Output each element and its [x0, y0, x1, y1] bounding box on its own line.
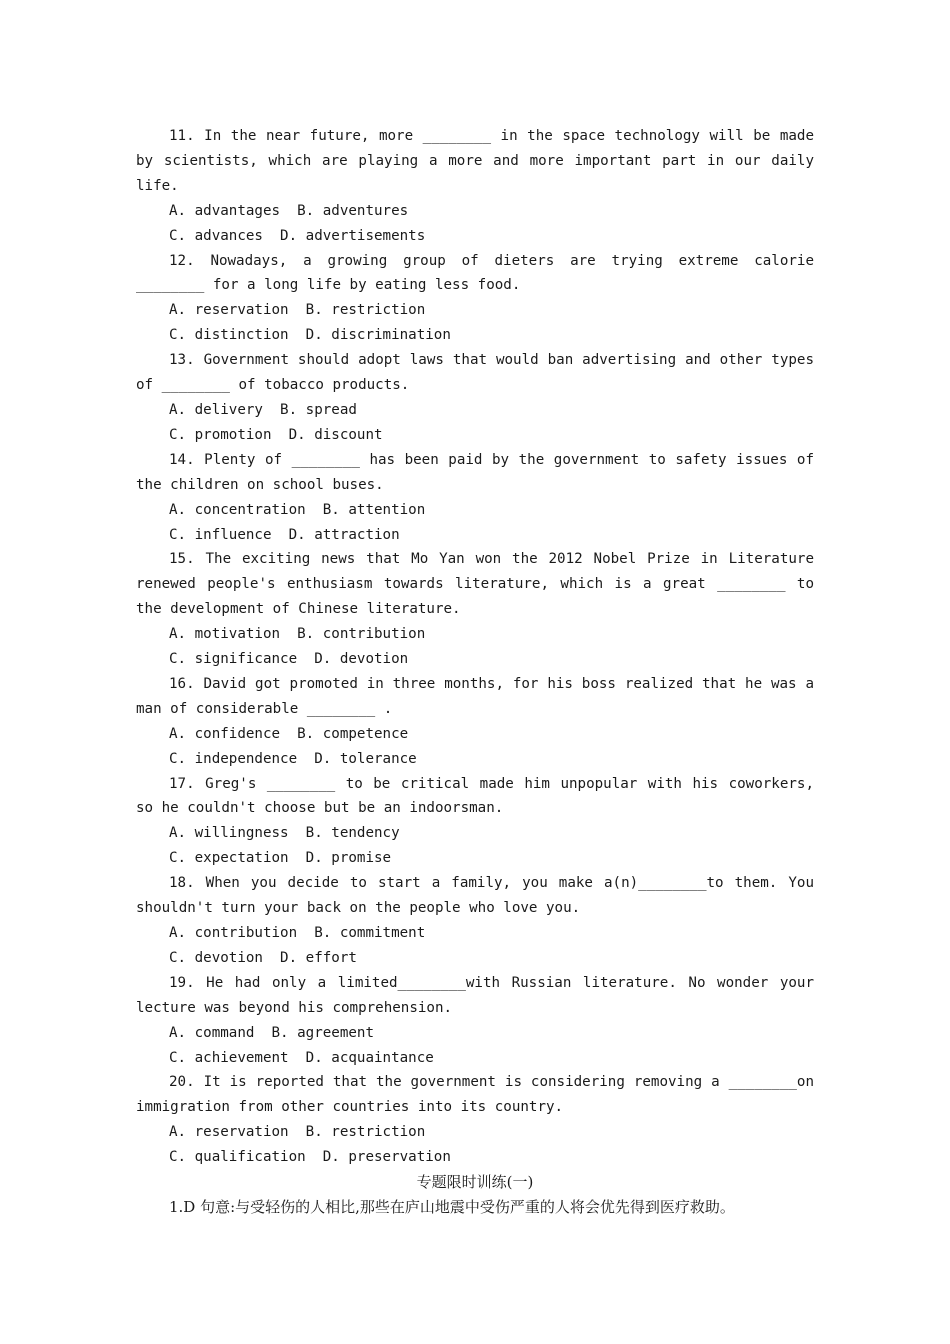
document-page: [136, 124, 814, 1220]
question-14: [136, 448, 814, 548]
options-line-2: C. distinction D. discrimination: [169, 327, 451, 344]
options-line-2: C. devotion D. effort: [169, 949, 357, 966]
options-line-1: A. confidence B. competence: [169, 725, 409, 742]
options-line-1: A. contribution B. commitment: [169, 925, 426, 941]
question-text: 12. Nowadays, a growing group of dieters are trying extreme calorie ________ for a long life by eating less food.: [136, 252, 814, 294]
question-number: 20.: [169, 1074, 195, 1091]
question-19: [136, 971, 814, 1071]
options-line-1: A. reservation B. restriction: [169, 1124, 426, 1141]
section-title: 专题限时训练(一): [416, 1173, 534, 1192]
question-number: 18.: [169, 875, 195, 892]
question-number: 14.: [169, 451, 195, 468]
options-line-1: A. concentration B. attention: [169, 501, 426, 518]
question-number: 11.: [169, 128, 195, 144]
options-line-2: C. significance D. devotion: [169, 651, 409, 668]
question-number: 15.: [169, 551, 195, 568]
question-text: 15. The exciting news that Mo Yan won the 2012 Nobel Prize in Literature renewed people's enthusiasm towards literature, which is a great ________ to the development of Chinese literature.: [136, 551, 814, 618]
question-number: 13.: [169, 352, 195, 369]
options-line-2: C. independence D. tolerance: [169, 750, 417, 767]
options-line-1: A. motivation B. contribution: [169, 626, 426, 643]
question-number: 17.: [169, 775, 195, 792]
question-text: 11. In the near future, more ________ in the space technology will be made by scientists, which are playing a more and more important part in our daily life.: [136, 128, 814, 194]
question-number: 16.: [169, 675, 195, 692]
question-text: 13. Government should adopt laws that would ban advertising and other types of ________ of tobacco products.: [136, 352, 814, 394]
question-16: [136, 672, 814, 772]
options-line-2: C. expectation D. promise: [169, 850, 392, 867]
options-line-1: A. willingness B. tendency: [169, 825, 400, 842]
question-number: 19.: [169, 974, 195, 991]
question-text: 16. David got promoted in three months, for his boss realized that he was a man of considerable ________ .: [136, 675, 814, 717]
options-line-2: C. advances D. advertisements: [169, 227, 426, 244]
options-line-1: A. command B. agreement: [169, 1024, 374, 1041]
options-line-2: C. qualification D. preservation: [169, 1149, 451, 1166]
question-text: 17. Greg's ________ to be critical made him unpopular with his coworkers, so he couldn't choose but be an indoorsman.: [136, 775, 814, 817]
question-20: [136, 1070, 814, 1170]
question-text: 14. Plenty of ________ has been paid by the government to safety issues of the children on school buses.: [136, 451, 814, 493]
question-13: [136, 348, 814, 448]
options-line-1: A. delivery B. spread: [169, 401, 357, 418]
answer-explanation: 1.D 句意:与受轻伤的人相比,那些在庐山地震中受伤严重的人将会优先得到医疗救助。: [169, 1197, 735, 1216]
question-text: 20. It is reported that the government is considering removing a ________on immigration from other countries into its country.: [136, 1074, 814, 1116]
question-text: 19. He had only a limited________with Russian literature. No wonder your lecture was beyond his comprehension.: [136, 974, 814, 1016]
question-number: 12.: [169, 252, 195, 269]
options-line-1: A. advantages B. adventures: [169, 202, 409, 219]
question-11: [136, 124, 814, 249]
question-15: [136, 547, 814, 672]
question-12: [136, 249, 814, 349]
question-17: [136, 772, 814, 872]
options-line-2: C. achievement D. acquaintance: [169, 1049, 434, 1066]
options-line-1: A. reservation B. restriction: [169, 302, 426, 319]
options-line-2: C. influence D. attraction: [169, 526, 400, 543]
question-18: [136, 871, 814, 971]
options-line-2: C. promotion D. discount: [169, 426, 383, 443]
question-text: 18. When you decide to start a family, you make a(n)________to them. You shouldn't turn your back on the people who love you.: [136, 875, 814, 917]
